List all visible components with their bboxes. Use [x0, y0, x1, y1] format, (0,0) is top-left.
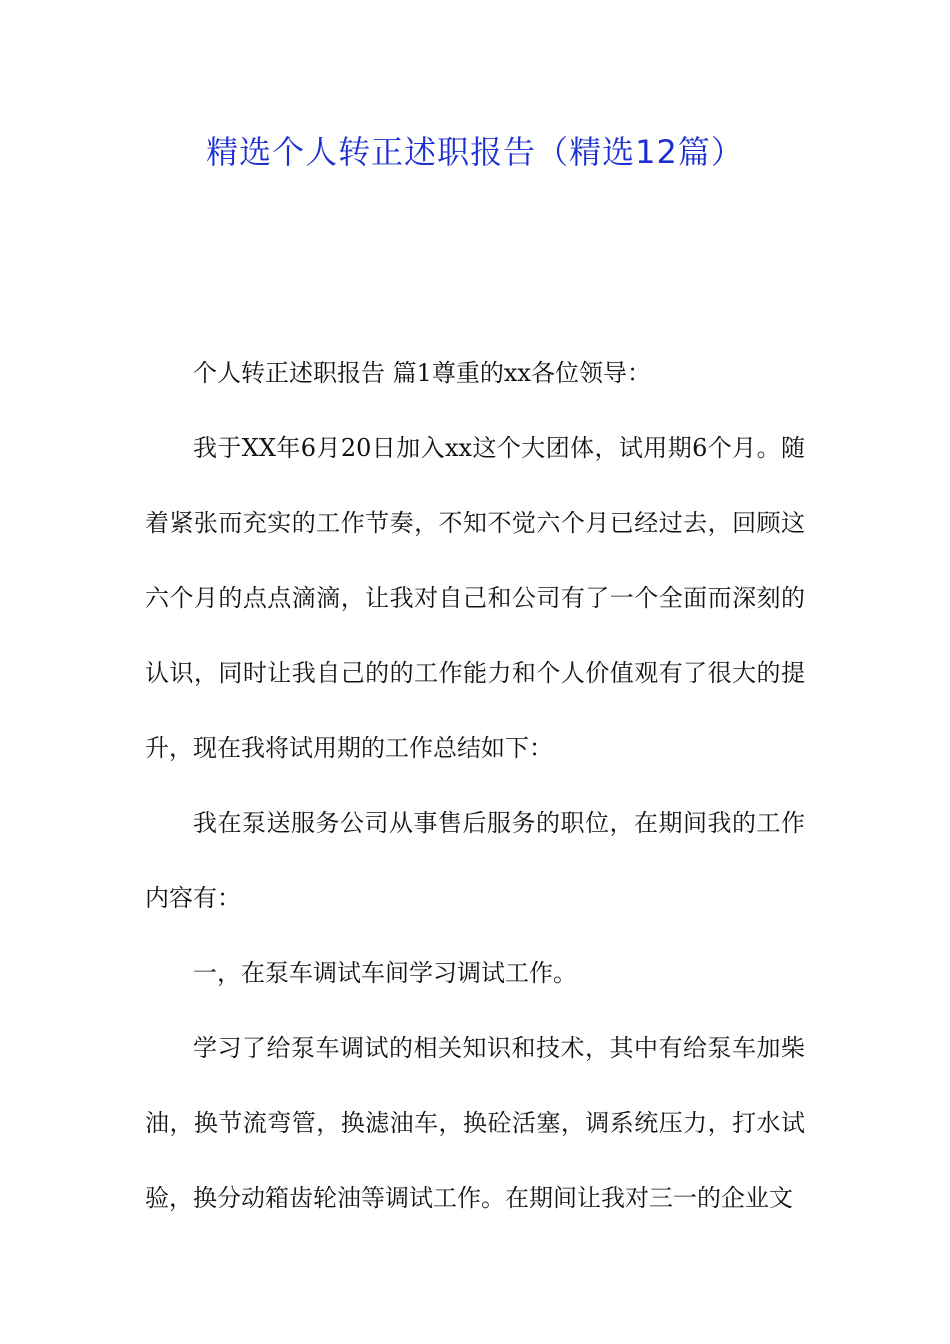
paragraph-3: 我在泵送服务公司从事售后服务的职位，在期间我的工作内容有：: [145, 809, 805, 912]
paragraph-2: 我于XX年6月20日加入xx这个大团体，试用期6个月。随着紧张而充实的工作节奏，不知不觉六个月已经过去，回顾这六个月的点点滴滴，让我对自己和公司有了一个全面而深刻的认识，同时让我自己的的工作能力和个人价值观有了很大的提升，现在我将试用期的工作总结如下：: [145, 434, 805, 762]
paragraph-4: 一，在泵车调试车间学习调试工作。: [193, 959, 577, 987]
paragraph-1: 个人转正述职报告 篇1尊重的xx各位领导：: [193, 359, 651, 387]
document-body: [145, 336, 805, 1236]
paragraph-5: 学习了给泵车调试的相关知识和技术，其中有给泵车加柴油，换节流弯管，换滤油车，换砼活塞，调系统压力，打水试验，换分动箱齿轮油等调试工作。在期间让我对三一的企业文: [145, 1034, 805, 1212]
document-title: 精选个人转正述职报告（精选12篇）: [206, 133, 744, 171]
